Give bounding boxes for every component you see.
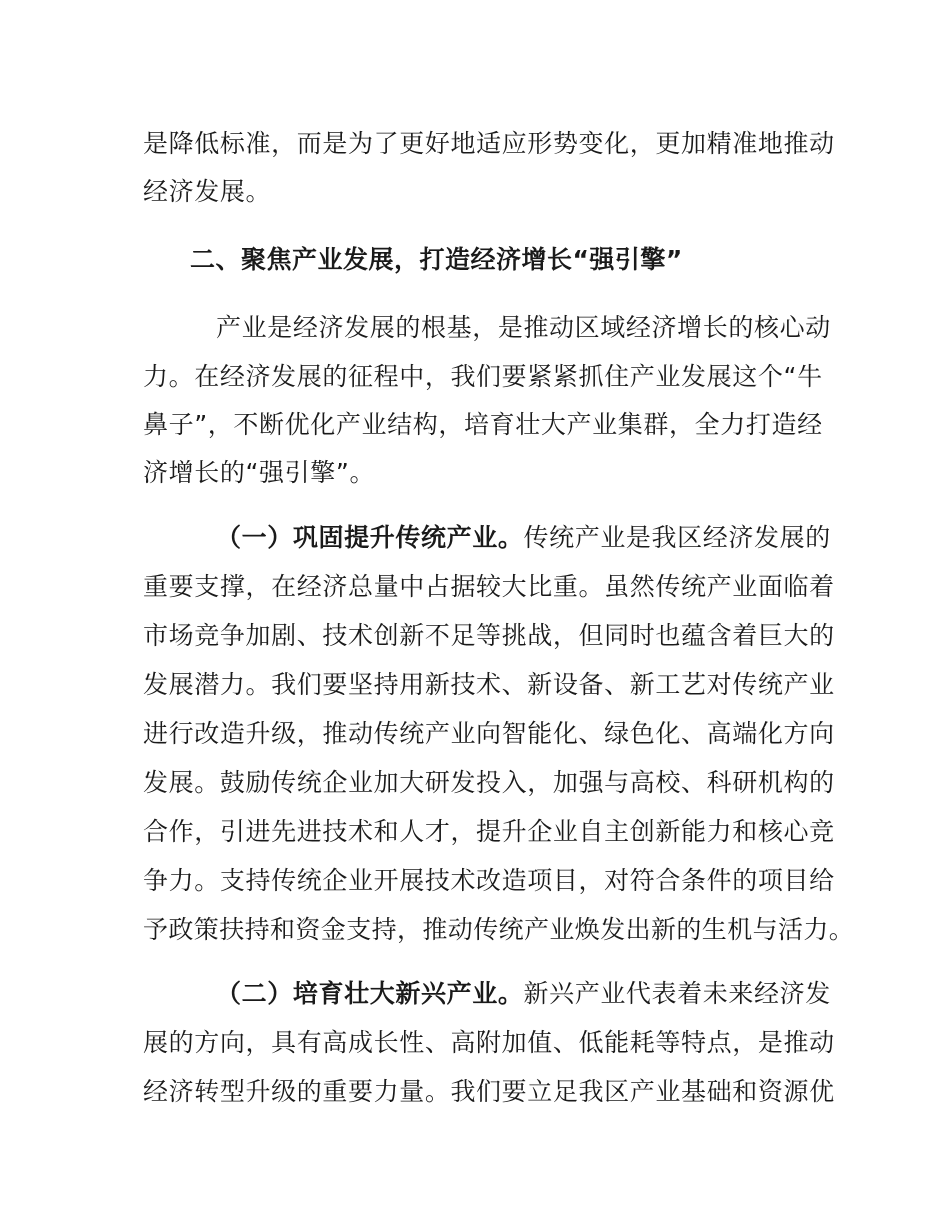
paragraph-line: 济增长的“强引擎”。 — [143, 458, 376, 487]
paragraph-line: 发展潜力。我们要坚持用新技术、新设备、新工艺对传统产业 — [143, 670, 835, 699]
paragraph-line: 鼻子”，不断优化产业结构，培育壮大产业集群，全力打造经 — [143, 410, 823, 439]
subsection-text: 传统产业是我区经济发展的 — [523, 523, 831, 552]
paragraph-line: 争力。支持传统企业开展技术改造项目，对符合条件的项目给 — [143, 866, 835, 895]
paragraph-line: 市场竞争加剧、技术创新不足等挑战，但同时也蕴含着巨大的 — [143, 621, 835, 650]
paragraph-line: 产业是经济发展的根基，是推动区域经济增长的核心动 — [216, 313, 831, 342]
paragraph-line: 发展。鼓励传统企业加大研发投入，加强与高校、科研机构的 — [143, 768, 835, 797]
subsection-first-line — [216, 523, 831, 553]
paragraph-line: 进行改造升级，推动传统产业向智能化、绿色化、高端化方向 — [143, 719, 835, 748]
paragraph-line: 经济发展。 — [143, 177, 272, 206]
paragraph-line: 力。在经济发展的征程中，我们要紧紧抓住产业发展这个“牛 — [143, 362, 823, 391]
paragraph-line: 是降低标准，而是为了更好地适应形势变化，更加精准地推动 — [143, 129, 835, 158]
paragraph-line: 予政策扶持和资金支持，推动传统产业焕发出新的生机与活力。 — [143, 915, 855, 944]
paragraph-line: 经济转型升级的重要力量。我们要立足我区产业基础和资源优 — [143, 1077, 835, 1106]
paragraph-line: 重要支撑，在经济总量中占据较大比重。虽然传统产业面临着 — [143, 572, 835, 601]
paragraph-line: 展的方向，具有高成长性、高附加值、低能耗等特点，是推动 — [143, 1028, 835, 1057]
subsection-text: 新兴产业代表着未来经济发 — [523, 979, 831, 1008]
subsection-first-line — [216, 979, 831, 1009]
subsection-title: （二）培育壮大新兴产业。 — [216, 979, 524, 1008]
section-heading: 二、聚焦产业发展，打造经济增长“强引擎” — [190, 245, 683, 274]
paragraph-line: 合作，引进先进技术和人才，提升企业自主创新能力和核心竞 — [143, 817, 835, 846]
subsection-title: （一）巩固提升传统产业。 — [216, 523, 524, 552]
